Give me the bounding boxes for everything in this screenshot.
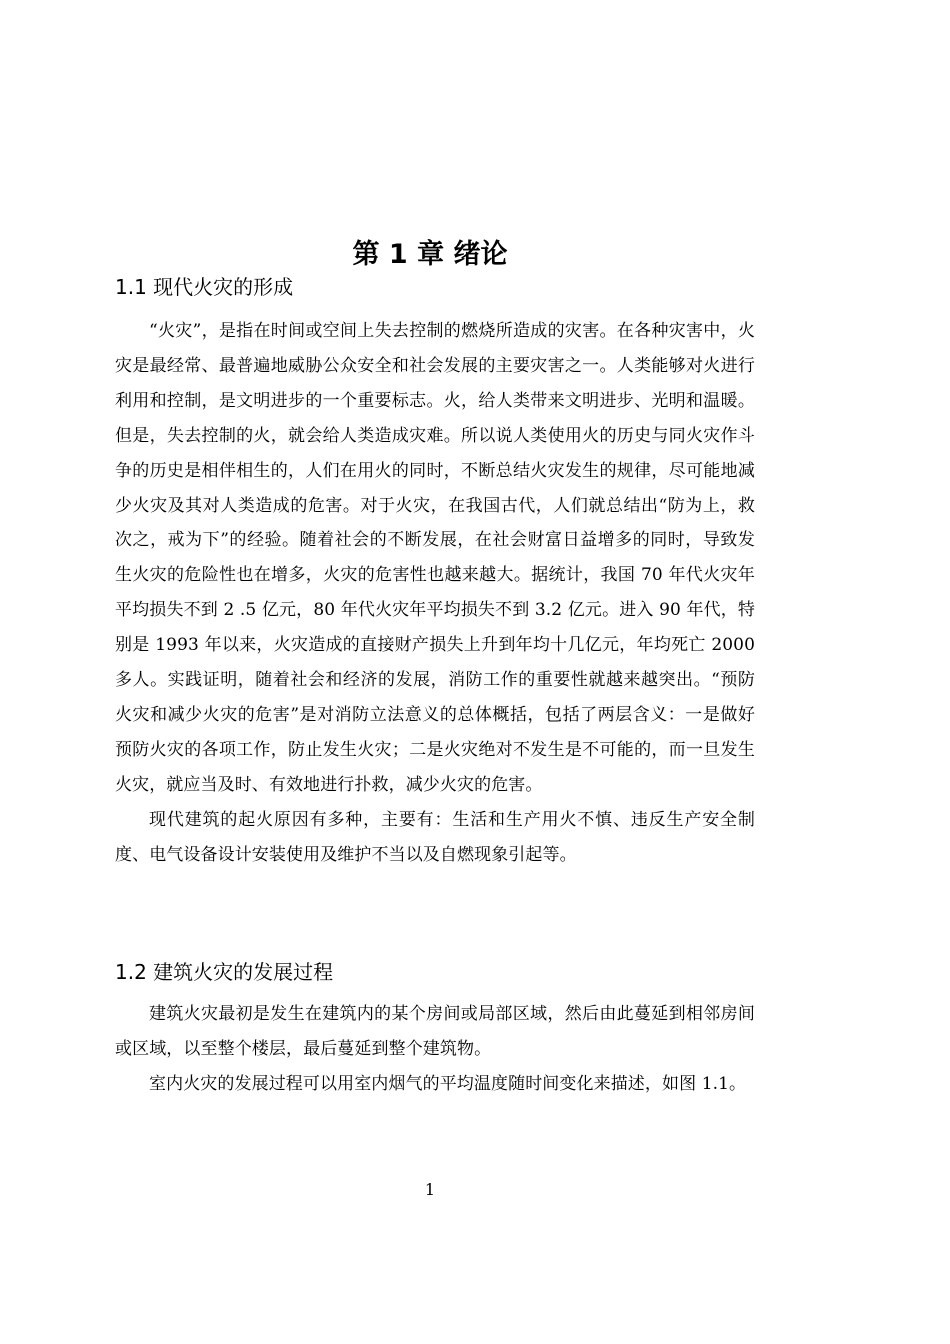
section-heading: 1.1 现代火灾的形成 [115,275,294,299]
paragraph: 室内火灾的发展过程可以用室内烟气的平均温度随时间变化来描述，如图 1.1。 [149,1073,747,1094]
section-heading: 1.2 建筑火灾的发展过程 [115,960,334,984]
chapter-title: 第 1 章 绪论 [352,239,508,271]
section-body [115,997,755,1102]
section-1-2 [115,957,755,1102]
paragraph: 建筑火灾最初是发生在建筑内的某个房间或局部区域，然后由此蔓延到相邻房间或区域，以至整个楼层，最后蔓延到整个建筑物。 [115,1004,755,1059]
paragraph: 现代建筑的起火原因有多种，主要有：生活和生产用火不慎、违反生产安全制度、电气设备设计安装使用及维护不当以及自燃现象引起等。 [115,809,755,865]
section-1-1 [115,272,755,873]
page-number: 1 [424,1180,436,1199]
paragraph: “火灾”，是指在时间或空间上失去控制的燃烧所造成的灾害。在各种灾害中，火灾是最经常、最普遍地威胁公众安全和社会发展的主要灾害之一。人类能够对火进行利用和控制，是文明进步的一个重要标志。火，给人类带来文明进步、光明和温暖。但是，失去控制的火，就会给人类造成灾难。所以说人类使用火的历史与同火灾作斗争的历史是相伴相生的，人们在用火的同时，不断总结火灾发生的规律，尽可能地减少火灾及其对人类造成的危害。对于火灾，在我国古代，人们就总结出“防为上，救次之，戒为下”的经验。随着社会的不断发展，在社会财富日益增多的同时，导致发生火灾的危险性也在增多，火灾的危害性也越来越大。据统计，我国 70 年代火灾年平均损失不到 2 .5 亿元，80 年代火灾年平均损失不到 3.2 亿元。进入 90 年代，特别是 1993 年以来，火灾造成的直接财产损失上升到年均十几亿元，年均死亡 2000 多人。实践证明，随着社会和经济的发展，消防工作的重要性就越来越突出。“预防火灾和减少火灾的危害”是对消防立法意义的总体概括，包括了两层含义：一是做好预防火灾的各项工作，防止发生火灾；二是火灾绝对不发生是不可能的，而一旦发生火灾，就应当及时、有效地进行扑救，减少火灾的危害。 [115,321,755,795]
section-body [115,314,755,873]
